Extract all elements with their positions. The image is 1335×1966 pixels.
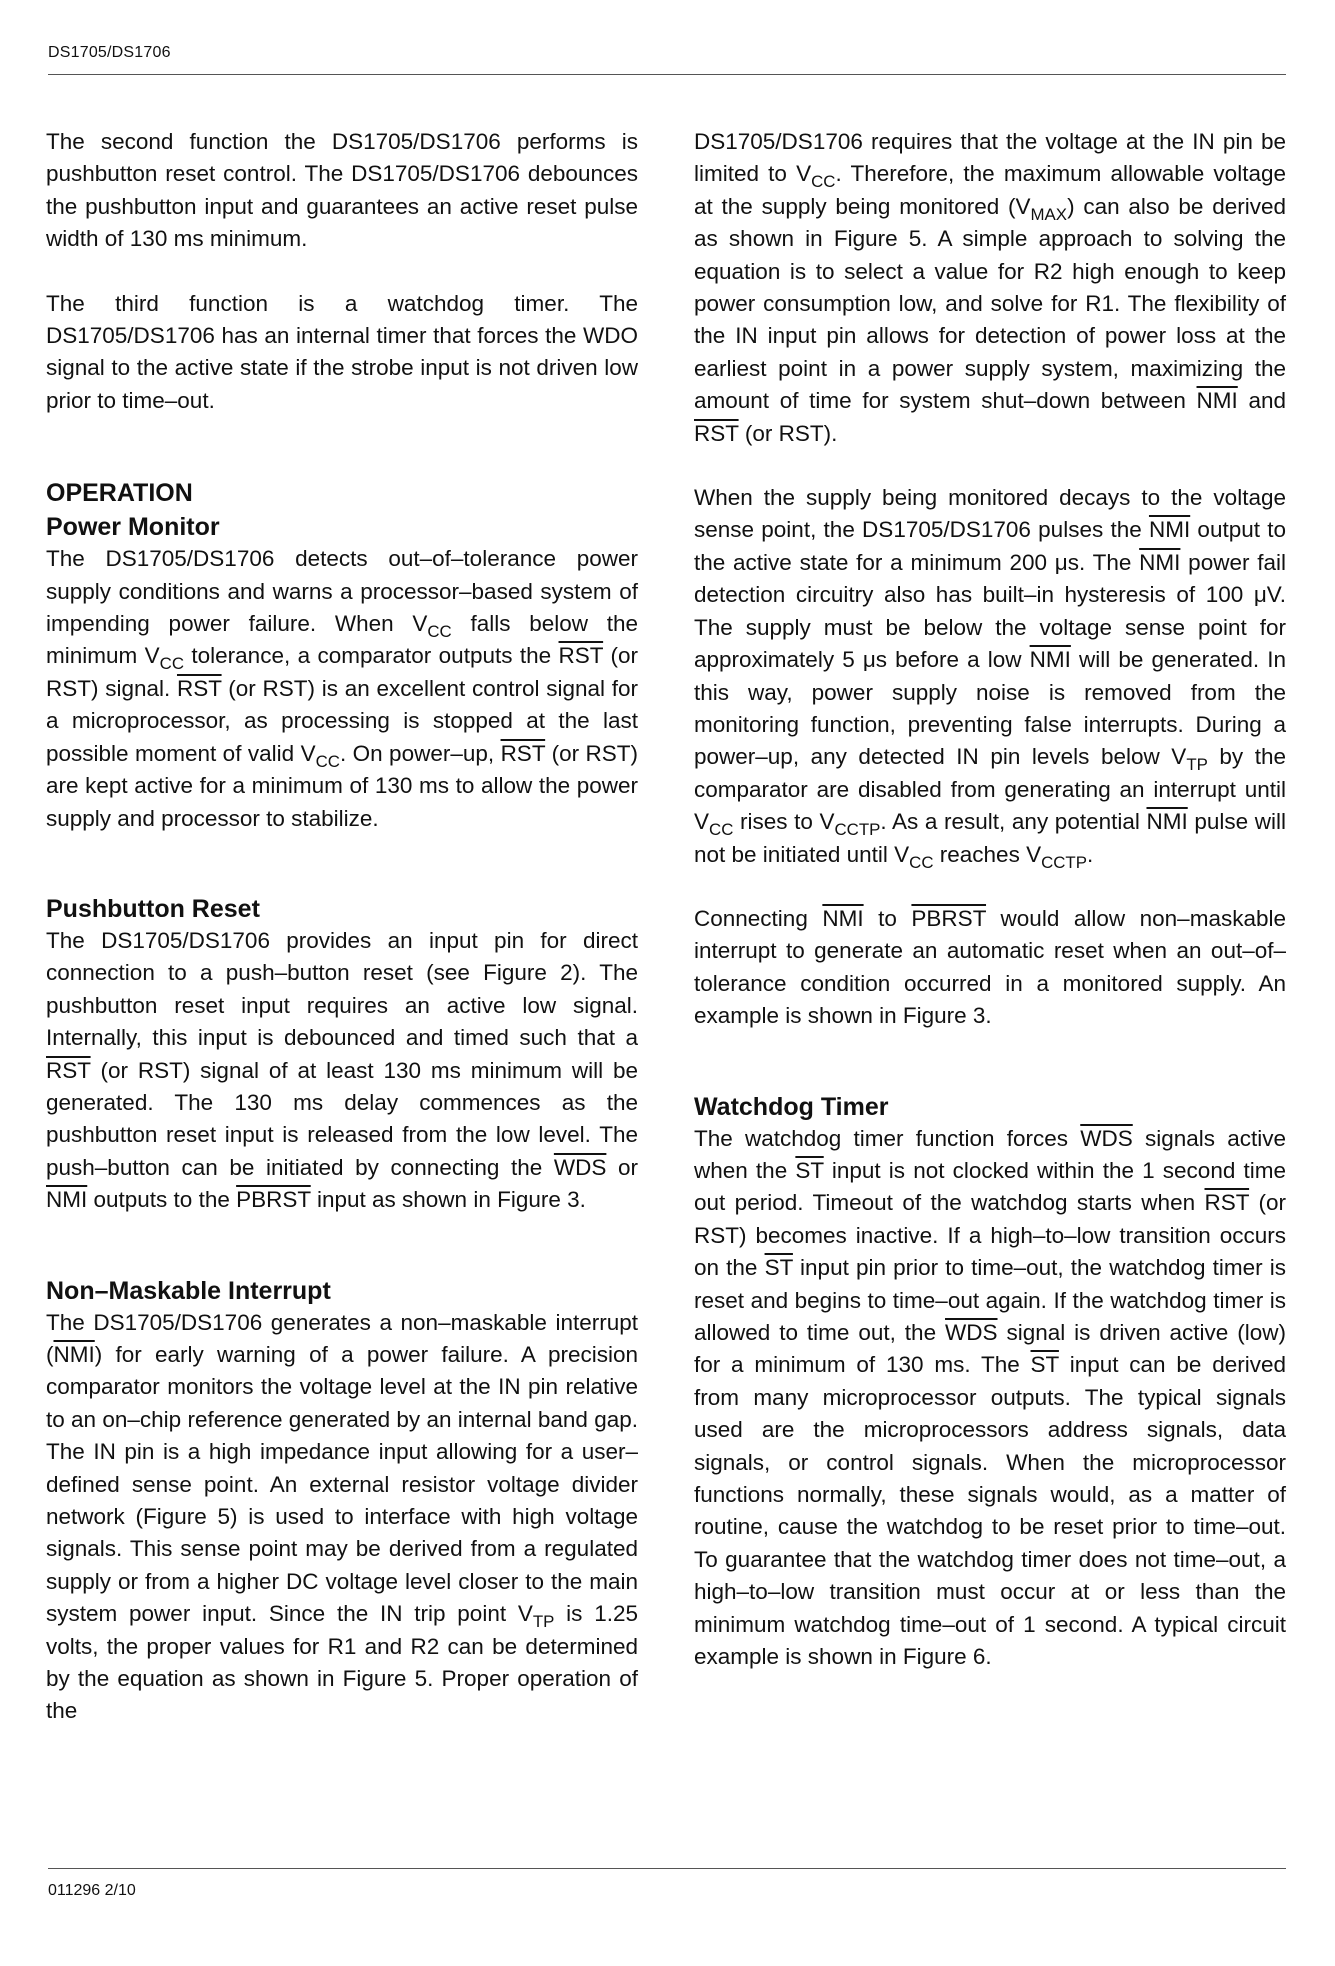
heading-pushbutton-reset: Pushbutton Reset: [46, 894, 260, 923]
page-header: DS1705/DS1706: [48, 44, 171, 61]
heading-power-monitor: Power Monitor: [46, 513, 220, 542]
paragraph-watchdog-intro: The third function is a watchdog timer. The DS1705/DS1706 has an internal timer that forces the WDO signal to the active state if the strobe input is not driven low prior to time–out.: [46, 290, 638, 413]
paragraph-pushbutton-intro: The second function the DS1705/DS1706 performs is pushbutton reset control. The DS1705/DS1706 debounces the pushbutton input and guarantees an active reset pulse width of 130 ms minimum.: [46, 129, 638, 252]
paragraph-nmi-to-pbrst: Connecting $\overline{NMI}$ to PBRST would allow non–maskable interrupt to generate an automatic reset when an out–of–tolerance condition occurred in a monitored supply. An example is shown in Figure 3.: [694, 905, 1286, 1029]
paragraph-supply-decay: When the supply being monitored decays to the voltage sense point, the DS1705/DS1706 pulses the $\overline{NMI}$ output to the active state for a minimum 200 μs. The $\overline{NMI}$ power fail detection circuitry also has built–in hysteresis of 100 μV. The supply must be below the voltage sense point for approximately 5 μs before a low $\overline{NMI}$ will be generated. In this way, power supply noise is removed from the monitoring function, preventing false interrupts. During a power–up, any detected IN pin levels below $V_{TP}$ by the comparator are disabled from generating an interrupt until $V_{CC}$ rises to $V_{CCTP}$. As a result, any potential $\overline{NMI}$ pulse will not be initiated until $V_{CC}$ reaches $V_{CCTP}$.: [694, 485, 1287, 872]
paragraph-pushbutton-reset: The DS1705/DS1706 provides an input pin for direct connection to a push–button reset (see Figure 2). The pushbutton reset input requires an active low signal. Internally, this input is debounced and timed such that a $\overline{RST}$ (or RST) signal of at least 130 ms minimum will be generated. The 130 ms delay commences as the pushbutton reset input is released from the low level. The push–button can be initiated by connecting the $\overline{WDS}$ or $\overline{NMI}$ outputs to the PBRST input as shown in Figure 3.: [46, 927, 638, 1213]
paragraph-power-monitor: The DS1705/DS1706 detects out–of–tolerance power supply conditions and warns a processor–based system of impending power failure. When $V_{CC}$ falls below the minimum $V_{CC}$ tolerance, a comparator outputs the $\overline{RST}$ (or RST) signal. $\overline{RST}$ (or RST) is an excellent control signal for a microprocessor, as processing is stopped at the last possible moment of valid $V_{CC}$. On power–up, $\overline{RST}$ (or RST) are kept active for a minimum of 130 ms to allow the power supply and processor to stabilize.: [46, 546, 639, 831]
page-footer: 011296 2/10: [48, 1882, 136, 1899]
right-column: [694, 126, 1286, 1673]
paragraph-watchdog-timer: The watchdog timer function forces $\overline{WDS}$ signals active when the $\overline{ST}$ input is not clocked within the 1 second time out period. Timeout of the watchdog starts when $\overline{RST}$ (or RST) becomes inactive. If a high–to–low transition occurs on the $\overline{ST}$ input pin prior to time–out, the watchdog timer is reset and begins to time–out again. If the watchdog timer is allowed to time out, the $\overline{WDS}$ signal is driven active (low) for a minimum of 130 ms. The $\overline{ST}$ input can be derived from many microprocessor outputs. The typical signals used are the microprocessors address signals, data signals, or control signals. When the microprocessor functions normally, these signals would, as a matter of routine, cause the watchdog to be reset prior to time–out. To guarantee that the watchdog timer does not time–out, a high–to–low transition must occur at or less than the minimum watchdog time–out of 1 second. A typical circuit example is shown in Figure 6.: [694, 1125, 1287, 1670]
heading-watchdog-timer: Watchdog Timer: [694, 1092, 889, 1121]
left-column: [46, 126, 638, 1728]
heading-non-maskable-interrupt: Non–Maskable Interrupt: [46, 1276, 331, 1305]
paragraph-vmax: DS1705/DS1706 requires that the voltage at the IN pin be limited to $V_{CC}$. Therefore, the maximum allowable voltage at the supply being monitored $(V_{MAX})$ can also be derived as shown in Figure 5. A simple approach to solving the equation is to select a value for R2 high enough to keep power consumption low, and solve for R1. The flexibility of the IN input pin allows for detection of power loss at the earliest point in a power supply system, maximizing the amount of time for system shut–down between $\overline{NMI}$ and $\overline{RST}$ (or RST).: [694, 129, 1286, 446]
header-rule: [48, 74, 1286, 75]
footer-rule: [48, 1868, 1286, 1869]
heading-operation: OPERATION: [46, 479, 193, 508]
paragraph-non-maskable-interrupt: The DS1705/DS1706 generates a non–maskable interrupt $(\overline{NMI})$ for early warning of a power failure. A precision comparator monitors the voltage level at the IN pin relative to an on–chip reference generated by an internal band gap. The IN pin is a high impedance input allowing for a user–defined sense point. An external resistor voltage divider network (Figure 5) is used to interface with high voltage signals. This sense point may be derived from a regulated supply or from a higher DC voltage level closer to the main system power input. Since the IN trip point $V_{TP}$ is 1.25 volts, the proper values for R1 and R2 can be determined by the equation as shown in Figure 5. Proper operation of the: [46, 1309, 638, 1724]
